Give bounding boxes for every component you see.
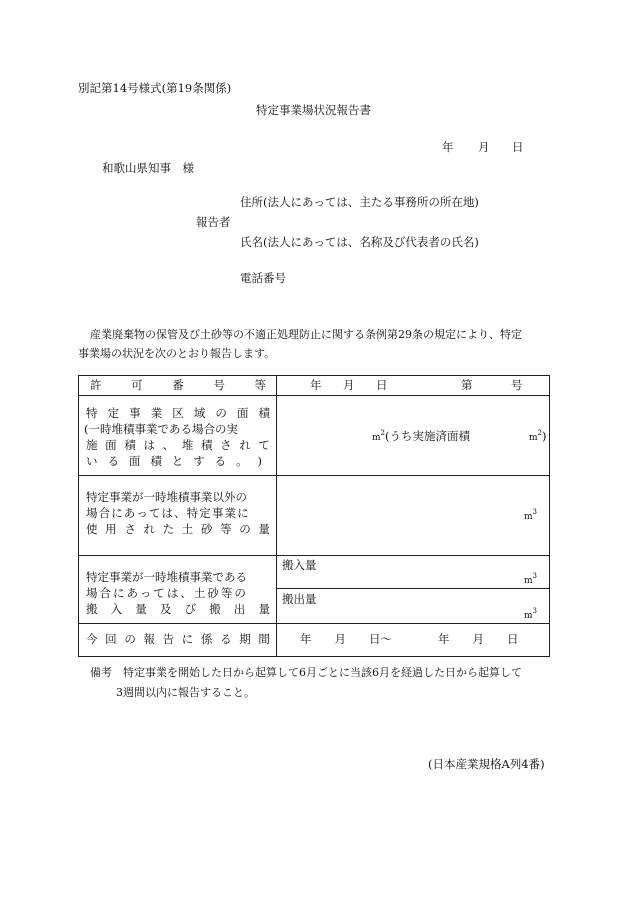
date-day: 日 [512, 140, 524, 154]
area-label-line4: い る 面 積 と す る 。 ) [86, 454, 262, 468]
soil-used-unit: $m^3$ [524, 508, 538, 522]
area-label-line3: 施 面 積 は 、 堆 積 さ れ て [86, 438, 270, 452]
report-table [78, 375, 550, 657]
outbound-unit: $m^3$ [524, 607, 538, 621]
in-out-label-line1: 特定事業が一時堆積事業である [86, 570, 247, 584]
permit-month: 月 [343, 378, 355, 392]
inbound-unit: $m^3$ [524, 572, 538, 586]
area-value: $m^2$(うち実施済面積 [372, 429, 471, 443]
paper-size-note: (日本産業規格A列4番) [428, 757, 545, 771]
page-title: 特定事業場状況報告書 [256, 103, 371, 117]
body-text-line1: 産業廃棄物の保管及び土砂等の不適正処理防止に関する条例第29条の規定により、特定 [90, 328, 522, 341]
soil-used-label-line3: 使 用 さ れ た 土 砂 等 の 量 [86, 522, 270, 536]
area-label-line1: 特 定 事 業 区 域 の 面 積 [86, 406, 270, 420]
form-id: 別記第14号様式(第19条関係) [78, 81, 232, 95]
reporter-address: 住所(法人にあっては、主たる事務所の所在地) [240, 195, 479, 209]
date-year: 年 [442, 140, 454, 154]
outbound-label: 搬出量 [282, 592, 317, 606]
area-value-unit: $m^2$) [529, 429, 547, 443]
inbound-label: 搬入量 [282, 558, 317, 572]
reporter-phone: 電話番号 [240, 271, 286, 285]
period-value: 年 月 日～ 年 月 日 [300, 632, 519, 646]
addressee: 和歌山県知事 様 [102, 161, 194, 175]
area-label-line2: (一時堆積事業である場合の実 [84, 422, 238, 436]
note-line1: 備考 特定事業を開始した日から起算して6月ごとに当該6月を経過した日から起算して [90, 666, 522, 679]
soil-used-label-line2: 場合にあっては、特定事業に [86, 506, 250, 520]
date-month: 月 [478, 140, 490, 154]
soil-used-label-line1: 特定事業が一時堆積事業以外の [86, 490, 247, 504]
reporter-label: 報告者 [196, 215, 231, 229]
note-line2: 3週間以内に報告すること。 [116, 686, 255, 699]
in-out-label-line3: 搬 入 量 及 び 搬 出 量 [86, 602, 270, 616]
reporter-name: 氏名(法人にあっては、名称及び代表者の氏名) [240, 235, 479, 249]
permit-year: 年 [310, 378, 322, 392]
in-out-label-line2: 場合にあっては、土砂等の [86, 586, 248, 600]
permit-day: 日 [376, 378, 388, 392]
permit-go: 号 [511, 378, 523, 392]
body-text-line2: 事業場の状況を次のとおり報告します。 [78, 347, 276, 360]
permit-dai: 第 [461, 378, 473, 392]
permit-number-label: 許 可 番 号 等 [90, 378, 266, 392]
period-label: 今 回 の 報 告 に 係 る 期 間 [86, 632, 270, 646]
